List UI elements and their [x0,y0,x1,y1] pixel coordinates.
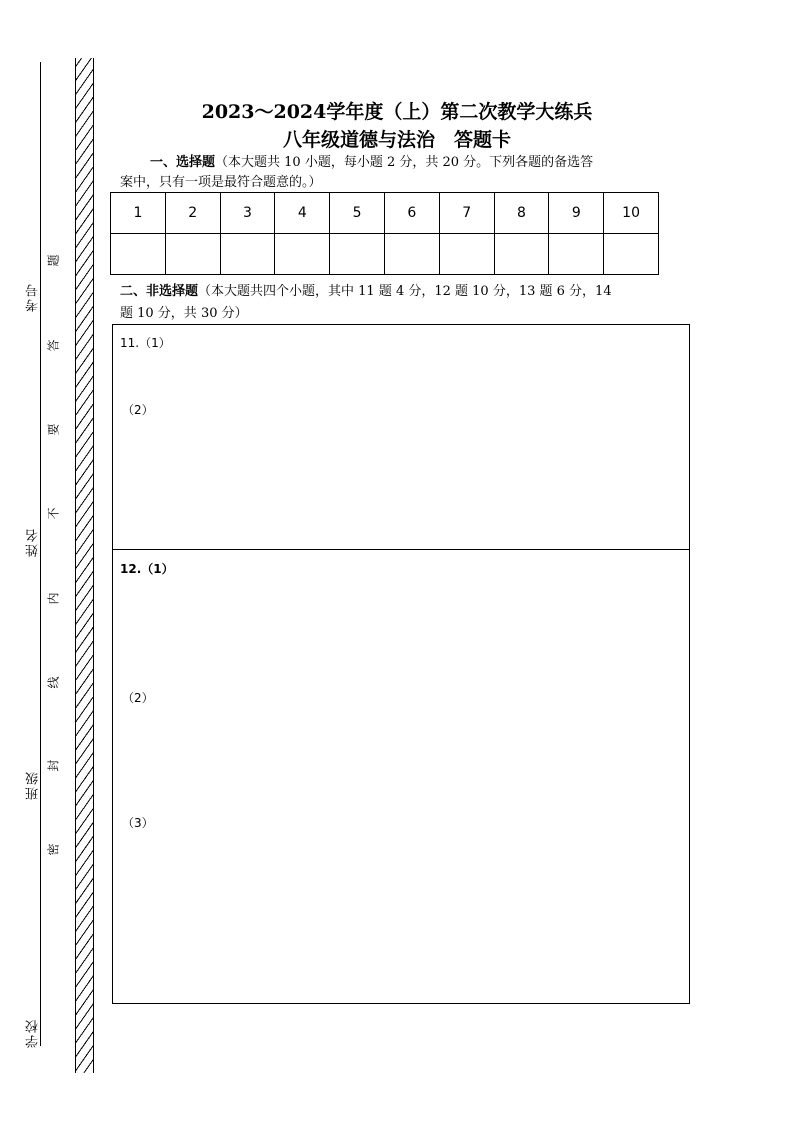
answer-cell[interactable] [111,234,166,275]
class-label: 班级 [26,770,41,800]
answer-cell[interactable] [384,234,439,275]
choice-number: 6 [384,193,439,234]
answer-cell[interactable] [549,234,604,275]
answer-cell[interactable] [494,234,549,275]
section1-desc-line2: 案中，只有一项是最符合题意的。） [120,175,322,190]
section2-desc-line2: 题 10 分，共 30 分） [120,306,248,321]
page-subtitle: 八年级道德与法治 答题卡 [282,129,511,151]
choice-number: 4 [275,193,330,234]
section1-desc [150,152,690,173]
q12-part1-label: 12.（1） [120,562,174,576]
choice-answer-table [110,192,659,275]
choice-number: 10 [604,193,659,234]
q11-answer-box[interactable] [112,324,690,550]
choice-number: 2 [165,193,220,234]
seal-char: 线 [46,676,61,689]
answer-cell[interactable] [275,234,330,275]
seal-char: 答 [46,339,61,352]
binding-hatch [76,58,93,1073]
school-label: 学校 [26,1018,41,1048]
q12-answer-box[interactable] [112,549,690,1004]
choice-number: 5 [330,193,385,234]
answer-cell[interactable] [439,234,494,275]
section2-desc-line1: （本大题共四个小题，其中 11 题 4 分，12 题 10 分，13 题 6 分，14 [198,284,612,299]
answer-cell[interactable] [604,234,659,275]
seal-char: 不 [46,507,61,520]
q11-part2-label: （2） [122,403,154,417]
seal-char: 题 [46,254,61,267]
section2-desc [120,281,690,302]
choice-number: 7 [439,193,494,234]
answer-cell[interactable] [220,234,275,275]
answer-cell[interactable] [165,234,220,275]
answer-cell[interactable] [330,234,385,275]
q11-part1-label: 11.（1） [120,336,171,350]
choice-number: 1 [111,193,166,234]
section2-heading: 二、非选择题 [120,284,199,299]
seal-char: 封 [46,759,61,772]
q12-part2-label: （2） [122,691,154,705]
name-label: 姓名 [26,527,41,557]
seal-char: 密 [46,843,61,856]
seal-char: 内 [46,592,61,605]
page-title: 2023～2024学年度（上）第二次教学大练兵 [201,101,593,123]
choice-number: 3 [220,193,275,234]
choice-number: 9 [549,193,604,234]
section1-heading: 一、选择题 [150,155,216,170]
exam-no-label: 考号 [26,282,41,312]
q12-part3-label: （3） [122,816,154,830]
binding-line-inner [93,58,94,1073]
choice-number: 8 [494,193,549,234]
seal-char: 要 [46,423,61,436]
section1-desc-line1: （本大题共 10 小题，每小题 2 分，共 20 分。下列各题的备选答 [215,155,594,170]
